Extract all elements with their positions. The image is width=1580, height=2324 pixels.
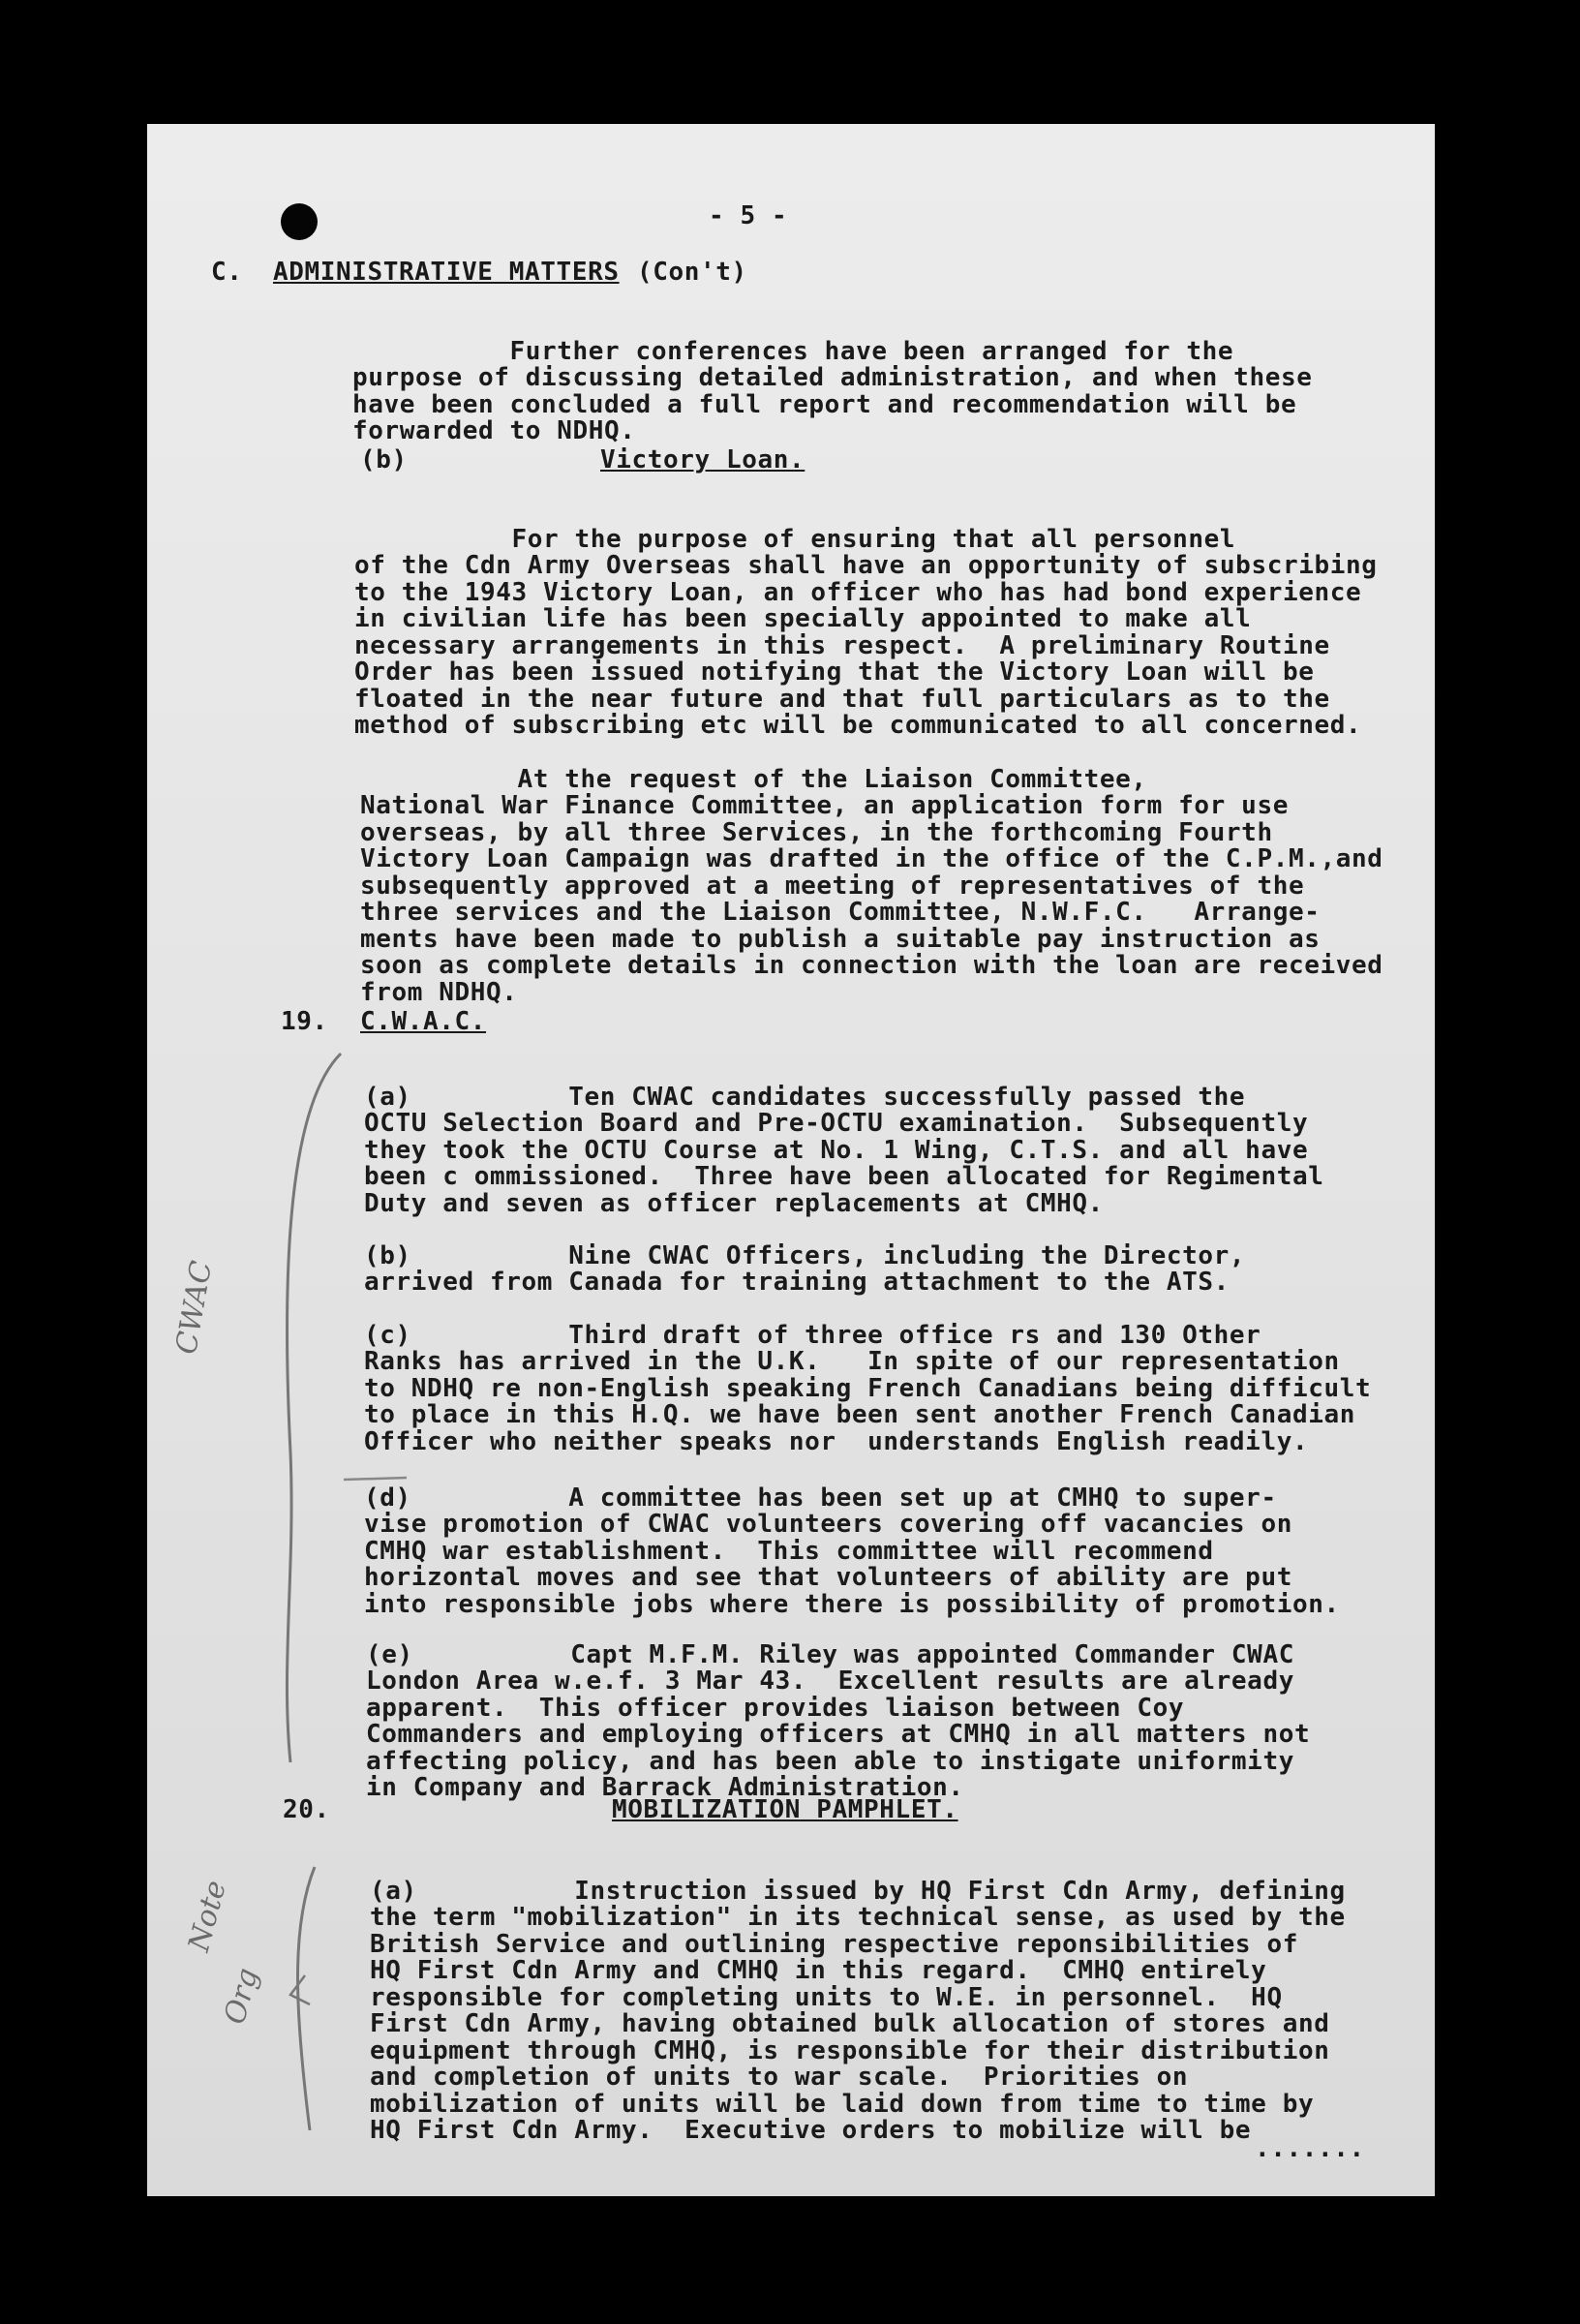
text-line: arrived from Canada for training attachment to the ATS. — [364, 1268, 1230, 1297]
text-line: mobilization of units will be laid down from time to time by — [370, 2089, 1315, 2119]
text-line: in Company and Barrack Administration. — [366, 1773, 964, 1802]
cwac-bracket-line — [287, 1054, 341, 1762]
text-line: For the purpose of ensuring that all personnel — [354, 524, 1236, 554]
text-line: have been concluded a full report and recommendation will be — [352, 389, 1297, 419]
margin-note-org: Org — [218, 1964, 265, 2029]
s19-item-c — [364, 1296, 1371, 1483]
text-line: affecting policy, and has been able to instigate uniformity — [366, 1746, 1294, 1776]
text-line: (d) A committee has been set up at CMHQ to super- — [364, 1483, 1277, 1513]
text-line: from NDHQ. — [360, 977, 518, 1007]
text-line: (a) Ten CWAC candidates successfully passed the — [364, 1082, 1246, 1112]
victory-para-2 — [360, 740, 1382, 1033]
text-line: Duty and seven as officer replacements at CMHQ. — [364, 1188, 1104, 1218]
text-line: (a) Instruction issued by HQ First Cdn Army, defining — [370, 1876, 1346, 1906]
section-19-number: 19. — [281, 1007, 328, 1036]
text-line: apparent. This officer provides liaison between Coy — [366, 1693, 1185, 1723]
text-line: they took the OCTU Course at No. 1 Wing, C.T.S. and all have — [364, 1135, 1309, 1165]
text-line: of the Cdn Army Overseas shall have an opportunity of subscribing — [354, 551, 1378, 580]
text-line: floated in the near future and that full particulars as to the — [354, 684, 1330, 714]
text-line: vise promotion of CWAC volunteers covering off vacancies on — [364, 1510, 1292, 1539]
text-line: ments have been made to publish a suitable pay instruction as — [360, 924, 1321, 954]
text-line: National War Finance Committee, an application form for use — [360, 791, 1289, 820]
text-line: into responsible jobs where there is possibility of promotion. — [364, 1589, 1340, 1619]
margin-note-cwac: CWAC — [169, 1258, 220, 1358]
text-line: to NDHQ re non-English speaking French Canadians being difficult — [364, 1373, 1372, 1403]
text-line: Commanders and employing officers at CMHQ in all matters not — [366, 1720, 1311, 1749]
text-line: British Service and outlining respective reponsibilities of — [370, 1929, 1298, 1959]
text-line: to the 1943 Victory Loan, an officer who has had bond experience — [354, 577, 1362, 607]
victory-para-1 — [354, 500, 1377, 766]
section-19-heading: C.W.A.C. — [360, 1007, 487, 1036]
section-title-suffix: (Con't) — [637, 258, 747, 287]
note-bracket-tick — [290, 1975, 310, 2004]
text-line: OCTU Selection Board and Pre-OCTU examination. Subsequently — [364, 1109, 1309, 1138]
section-letter: C. — [211, 258, 243, 287]
text-line: Ranks has arrived in the U.K. In spite of our representation — [364, 1347, 1340, 1376]
text-line: Victory Loan Campaign was drafted in the office of the C.P.M.,and — [360, 844, 1383, 873]
text-line: in civilian life has been specially appointed to make all — [354, 604, 1252, 633]
text-line: At the request of the Liaison Committee, — [360, 764, 1147, 794]
text-line: HQ First Cdn Army. Executive orders to mobilize will be — [370, 2116, 1252, 2145]
text-line: Order has been issued notifying that the Victory Loan will be — [354, 657, 1315, 687]
text-line: CMHQ war establishment. This committee will recommend — [364, 1536, 1214, 1566]
text-line: the term "mobilization" in its technical sense, as used by the — [370, 1903, 1346, 1932]
text-line: to place in this H.Q. we have been sent another French Canadian — [364, 1400, 1355, 1429]
text-line: three services and the Liaison Committee, N.W.F.C. Arrange- — [360, 898, 1321, 927]
text-line: and completion of units to war scale. Priorities on — [370, 2063, 1189, 2092]
text-line: overseas, by all three Services, in the forthcoming Fourth — [360, 817, 1273, 847]
text-line: Further conferences have been arranged for the — [352, 336, 1234, 366]
text-line: horizontal moves and see that volunteers of ability are put — [364, 1563, 1292, 1592]
victory-label: (b) — [360, 445, 408, 474]
para-intro — [352, 312, 1312, 472]
text-line: been c ommissioned. Three have been allocated for Regimental — [364, 1162, 1324, 1191]
text-line: forwarded to NDHQ. — [352, 416, 636, 445]
margin-note-note: Note — [182, 1877, 233, 1956]
text-line: necessary arrangements in this respect. A preliminary Routine — [354, 630, 1330, 660]
section-20-heading: MOBILIZATION PAMPHLET. — [612, 1795, 958, 1824]
text-line: (b) Nine CWAC Officers, including the Director, — [364, 1240, 1246, 1270]
text-line: soon as complete details in connection with the loan are received — [360, 951, 1383, 980]
victory-heading: Victory Loan. — [600, 445, 805, 474]
text-line: (e) Capt M.F.M. Riley was appointed Commander CWAC — [366, 1639, 1294, 1669]
section-title: ADMINISTRATIVE MATTERS — [273, 258, 620, 287]
section-20-number: 20. — [283, 1795, 330, 1824]
text-line: responsible for completing units to W.E. in personnel. HQ — [370, 1982, 1283, 2012]
text-line: First Cdn Army, having obtained bulk allocation of stores and — [370, 2009, 1330, 2038]
text-line: HQ First Cdn Army and CMHQ in this regard. CMHQ entirely — [370, 1956, 1267, 1985]
text-line: equipment through CMHQ, is responsible for their distribution — [370, 2035, 1330, 2065]
text-line: Officer who neither speaks nor understands English readily. — [364, 1426, 1309, 1456]
text-line: (c) Third draft of three office rs and 130 Other — [364, 1320, 1261, 1350]
text-line: subsequently approved at a meeting of representatives of the — [360, 871, 1305, 901]
s20-item-a — [370, 1851, 1346, 2171]
text-line: London Area w.e.f. 3 Mar 43. Excellent results are already — [366, 1667, 1294, 1696]
page-number: - 5 - — [709, 201, 788, 230]
text-line: purpose of discussing detailed administration, and when these — [352, 363, 1313, 392]
continuation-dots: ....... — [1255, 2134, 1365, 2163]
text-line: method of subscribing etc will be communicated to all concerned. — [354, 711, 1362, 740]
